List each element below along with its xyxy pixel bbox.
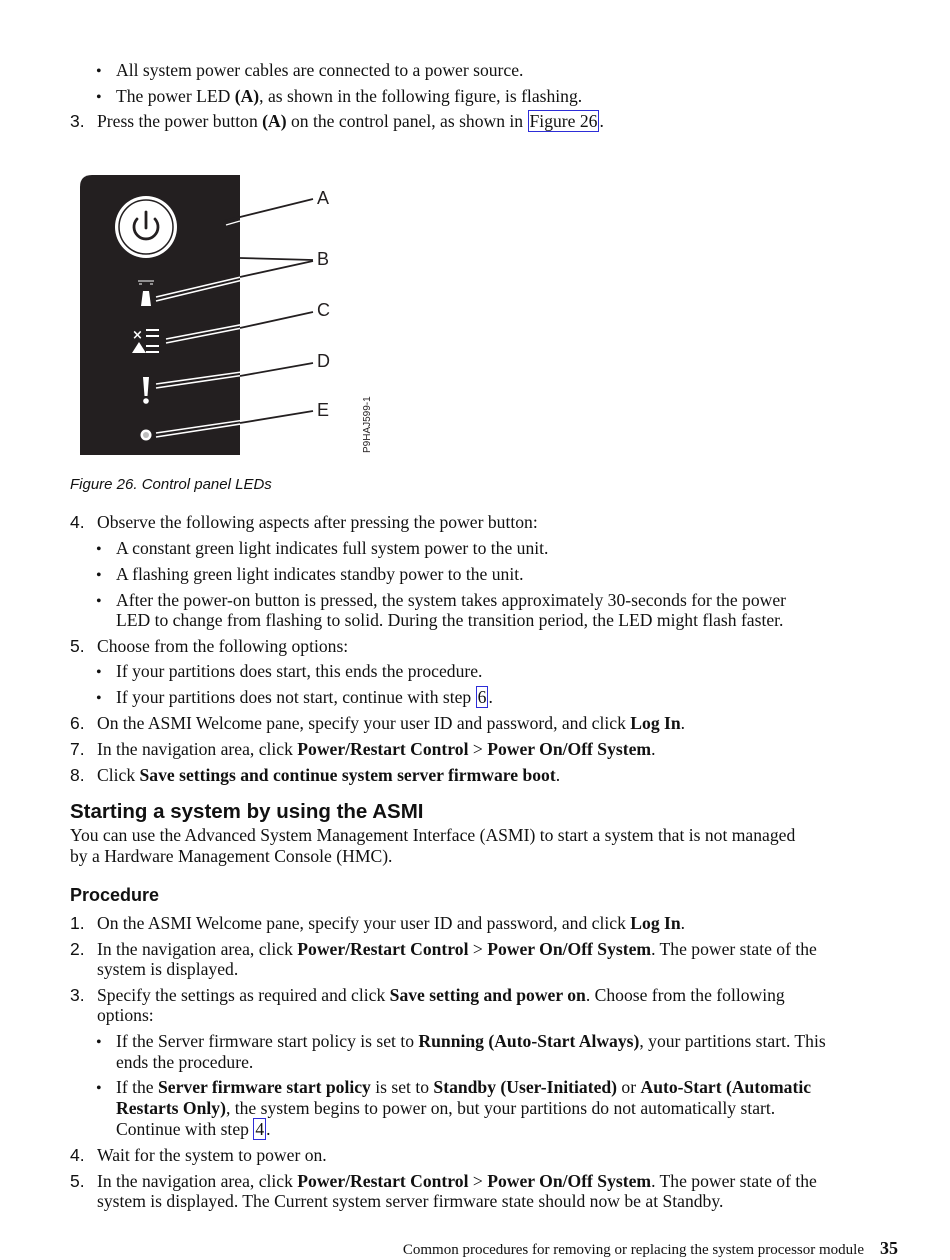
step-text: Choose from the following options:	[97, 636, 349, 656]
callout-label-a: A	[317, 188, 330, 208]
list-item: The power LED (A), as shown in the following figure, is flashing.	[116, 86, 583, 106]
step-number: 8.	[70, 765, 85, 785]
callout-label-c: C	[317, 300, 330, 320]
step-number: 2.	[70, 939, 85, 959]
step-number: 4.	[70, 512, 85, 532]
bullet: •	[96, 1034, 102, 1051]
step-text-continued: system is displayed.	[97, 959, 239, 979]
step-text: Specify the settings as required and click Save setting and power on. Choose from the following	[97, 985, 785, 1005]
list-item-continued: LED to change from flashing to solid. During the transition period, the LED might flash faster.	[116, 610, 784, 630]
figure-caption: Figure 26. Control panel LEDs	[70, 476, 272, 493]
step-text-continued: system is displayed. The Current system server firmware state should now be at Standby.	[97, 1191, 724, 1211]
step-number: 5.	[70, 1171, 85, 1191]
list-item-continued: Restarts Only), the system begins to power on, but your partitions do not automatically start.	[116, 1098, 776, 1118]
list-item: If the Server firmware start policy is set to Running (Auto-Start Always), your partitions start. This	[116, 1031, 826, 1051]
step-number: 7.	[70, 739, 85, 759]
callout-label-e: E	[317, 400, 330, 420]
callout-lines-outer	[240, 261, 313, 423]
step-link[interactable]: 6	[477, 687, 487, 707]
step-text: On the ASMI Welcome pane, specify your user ID and password, and click Log In.	[97, 713, 686, 733]
list-item: A constant green light indicates full system power to the unit.	[116, 538, 549, 558]
step-text: Observe the following aspects after pressing the power button:	[97, 512, 538, 532]
step-text: Click Save settings and continue system server firmware boot.	[97, 765, 561, 785]
step-number: 6.	[70, 713, 85, 733]
section-intro: You can use the Advanced System Management Interface (ASMI) to start a system that is not managed	[70, 825, 796, 845]
led-icon	[141, 430, 152, 441]
procedure-heading: Procedure	[70, 885, 160, 905]
bullet: •	[96, 1080, 102, 1097]
step-link[interactable]: 4	[255, 1119, 265, 1139]
list-item: If your partitions does not start, continue with step 6 .	[116, 687, 493, 707]
list-item-continued: ends the procedure.	[116, 1052, 254, 1072]
step-text: Press the power button (A) on the control panel, as shown in Figure 26 .	[97, 111, 604, 131]
figure-link[interactable]: Figure 26	[529, 111, 598, 131]
bullet: •	[96, 664, 102, 681]
callout-label-b: B	[317, 249, 330, 269]
control-panel-illustration	[80, 175, 380, 457]
footer-title: Common procedures for removing or replacing the system processor module	[402, 1242, 864, 1258]
step-text: In the navigation area, click Power/Restart Control > Power On/Off System. The power state of the	[97, 939, 817, 959]
step-text: In the navigation area, click Power/Restart Control > Power On/Off System.	[97, 739, 656, 759]
list-item: If the Server firmware start policy is set to Standby (User-Initiated) or Auto-Start (Automatic	[116, 1077, 812, 1097]
step-number: 5.	[70, 636, 85, 656]
step-text: Wait for the system to power on.	[97, 1145, 327, 1165]
bullet: •	[96, 89, 102, 106]
list-item-continued: Continue with step 4 .	[116, 1119, 271, 1139]
bullet: •	[96, 541, 102, 558]
bullet: •	[96, 567, 102, 584]
bullet: •	[96, 593, 102, 610]
svg-text:×: ×	[132, 328, 143, 343]
control-panel-figure	[80, 175, 380, 457]
section-intro-continued: by a Hardware Management Console (HMC).	[70, 846, 393, 866]
step-text: In the navigation area, click Power/Restart Control > Power On/Off System. The power state of the	[97, 1171, 817, 1191]
step-text: On the ASMI Welcome pane, specify your user ID and password, and click Log In.	[97, 913, 686, 933]
list-item: A flashing green light indicates standby power to the unit.	[116, 564, 524, 584]
list-item: After the power-on button is pressed, the system takes approximately 30-seconds for the power	[116, 590, 786, 610]
step-number: 3.	[70, 985, 85, 1005]
step-number: 4.	[70, 1145, 85, 1165]
bullet: •	[96, 63, 102, 80]
figure-image-id: P9HAJ599-1	[362, 396, 373, 453]
step-number: 1.	[70, 913, 85, 933]
bullet: •	[96, 690, 102, 707]
list-item: All system power cables are connected to a power source.	[116, 60, 524, 80]
page-footer	[403, 1238, 898, 1259]
callout-label-d: D	[317, 351, 330, 371]
list-item: If your partitions does start, this ends the procedure.	[116, 661, 483, 681]
page-number: 35	[880, 1238, 898, 1258]
step-number: 3.	[70, 111, 85, 131]
section-heading: Starting a system by using the ASMI	[70, 800, 424, 823]
step-text-continued: options:	[97, 1005, 154, 1025]
